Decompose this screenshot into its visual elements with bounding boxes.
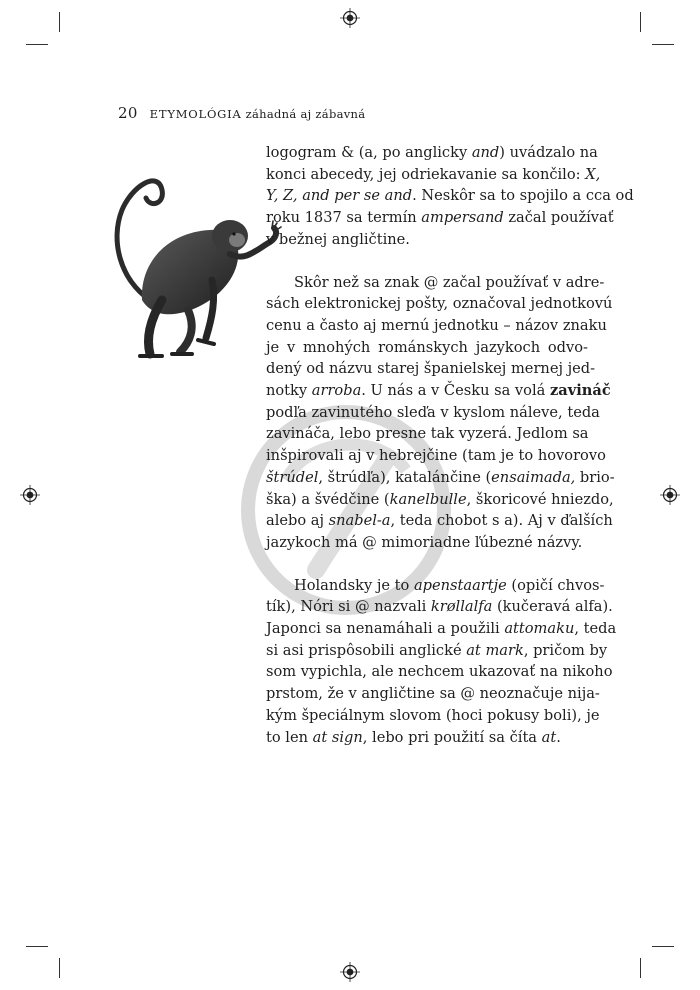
running-header	[118, 104, 365, 122]
italic-term: štrúdel	[266, 468, 319, 486]
text-line	[266, 445, 606, 467]
text-line	[266, 142, 598, 164]
text-run: Skôr než sa znak @ začal používať v adre-	[294, 273, 605, 291]
text-run: dený od názvu starej španielskej mernej jed-	[266, 360, 596, 378]
text-line	[266, 532, 588, 554]
paragraph-gap	[266, 554, 588, 575]
text-run: , teda chobot s a). Aj v ďalších	[390, 512, 613, 530]
book-subtitle: záhadná aj zábavná	[245, 107, 366, 121]
text-run: jazykoch má @ mimoriadne ľúbezné názvy.	[266, 533, 583, 551]
crop-mark	[652, 946, 674, 947]
paragraph-gap	[266, 251, 588, 272]
crop-mark	[652, 44, 674, 45]
italic-term: apenstaartje	[413, 576, 507, 594]
text-line	[266, 358, 596, 380]
text-run: .	[556, 728, 561, 746]
bold-term: zavináč	[549, 382, 611, 400]
text-line	[266, 727, 588, 749]
text-run: , teda	[574, 620, 617, 638]
text-run: , štrúdľa), katalánčine (	[318, 468, 492, 486]
text-line	[266, 489, 614, 511]
text-run: v bežnej angličtine.	[266, 230, 410, 248]
text-run: Holandsky je to	[294, 576, 414, 594]
body-text	[266, 142, 634, 748]
text-run: kým špeciálnym slovom (hoci pokusy boli), je	[266, 706, 600, 724]
text-line	[266, 229, 588, 251]
page-number: 20	[118, 104, 138, 122]
italic-term: snabel-a	[328, 512, 391, 530]
italic-term: at sign	[312, 728, 363, 746]
text-run: alebo aj	[266, 512, 329, 530]
italic-term: kanelbulle	[389, 490, 467, 508]
text-run: . U nás a v Česku sa volá	[361, 382, 550, 400]
text-line	[266, 380, 611, 402]
text-line	[266, 467, 615, 489]
italic-term: X,	[585, 165, 601, 183]
text-line	[266, 596, 613, 618]
text-line	[266, 661, 613, 683]
italic-term: Y, Z, and per se and	[266, 187, 413, 205]
crop-mark	[26, 946, 48, 947]
text-run: (kučeravá alfa).	[492, 598, 613, 616]
text-run: notky	[266, 382, 312, 400]
crop-mark	[640, 12, 641, 32]
text-line	[266, 683, 600, 705]
text-line	[266, 618, 617, 640]
text-run: prstom, že v angličtine sa @ neoznačuje nija-	[266, 685, 600, 703]
text-run: , pričom by	[523, 641, 608, 659]
italic-term: arroba	[311, 382, 362, 400]
text-run: konci abecedy, jej odriekavanie sa končilo:	[266, 165, 586, 183]
text-line	[266, 423, 588, 445]
text-line	[266, 185, 634, 207]
registration-mark-icon	[340, 962, 360, 982]
text-line	[266, 402, 600, 424]
text-line	[266, 575, 605, 597]
text-run: sách elektronickej pošty, označoval jednotkovú	[266, 295, 613, 313]
text-run: tík), Nóri si @ nazvali	[266, 598, 431, 616]
text-run: . Neskôr sa to spojilo a cca od	[412, 187, 634, 205]
italic-term: ensaimada,	[491, 468, 576, 486]
text-line	[266, 640, 608, 662]
crop-mark	[26, 44, 48, 45]
italic-term: krøllalfa	[430, 598, 493, 616]
text-run: to len	[266, 728, 313, 746]
text-run: Japonci sa nenamáhali a použili	[266, 620, 505, 638]
text-line	[266, 272, 605, 294]
paragraph	[266, 272, 615, 554]
text-line	[266, 207, 614, 229]
text-run: je v mnohých románskych jazykoch odvo-	[266, 338, 588, 356]
crop-mark	[59, 12, 60, 32]
text-run: zavináča, lebo presne tak vyzerá. Jedlom sa	[266, 425, 589, 443]
text-run: ška) a švédčine (	[266, 490, 390, 508]
text-line	[266, 337, 588, 359]
text-run: začal používať	[503, 209, 614, 227]
spider-monkey-icon	[80, 150, 290, 370]
text-run: cenu a často aj mernú jednotku – názov znaku	[266, 316, 607, 334]
text-line	[266, 315, 607, 337]
text-run: , lebo pri použití sa číta	[362, 728, 542, 746]
paragraph	[266, 142, 634, 251]
text-line	[266, 510, 613, 532]
text-run: roku 1837 sa termín	[266, 209, 422, 227]
italic-term: attomaku	[504, 620, 575, 638]
italic-term: at	[541, 728, 557, 746]
italic-term: and	[471, 144, 500, 161]
text-run: , škoricové hniezdo,	[466, 490, 614, 508]
crop-mark	[59, 958, 60, 978]
text-line	[266, 293, 613, 315]
text-run: (opičí chvos-	[506, 576, 605, 594]
book-title: ETYMOLÓGIA	[149, 107, 242, 121]
text-line	[266, 164, 601, 186]
paragraph	[266, 575, 617, 749]
text-run: som vypichla, ale nechcem ukazovať na nikoho	[266, 663, 613, 681]
registration-mark-icon	[660, 485, 680, 505]
text-run: podľa zavinutého sleďa v kyslom náleve, teda	[266, 403, 600, 421]
italic-term: ampersand	[421, 209, 504, 227]
registration-mark-icon	[20, 485, 40, 505]
text-run: logogram & (a, po anglicky	[266, 144, 472, 161]
text-run: brio-	[575, 468, 615, 486]
text-line	[266, 705, 600, 727]
crop-mark	[640, 958, 641, 978]
text-run: inšpirovali aj v hebrejčine (tam je to hovorovo	[266, 447, 606, 465]
text-run: ) uvádzalo na	[499, 144, 598, 161]
registration-mark-icon	[340, 8, 360, 28]
text-run: si asi prispôsobili anglické	[266, 641, 467, 659]
italic-term: at mark	[466, 641, 524, 659]
